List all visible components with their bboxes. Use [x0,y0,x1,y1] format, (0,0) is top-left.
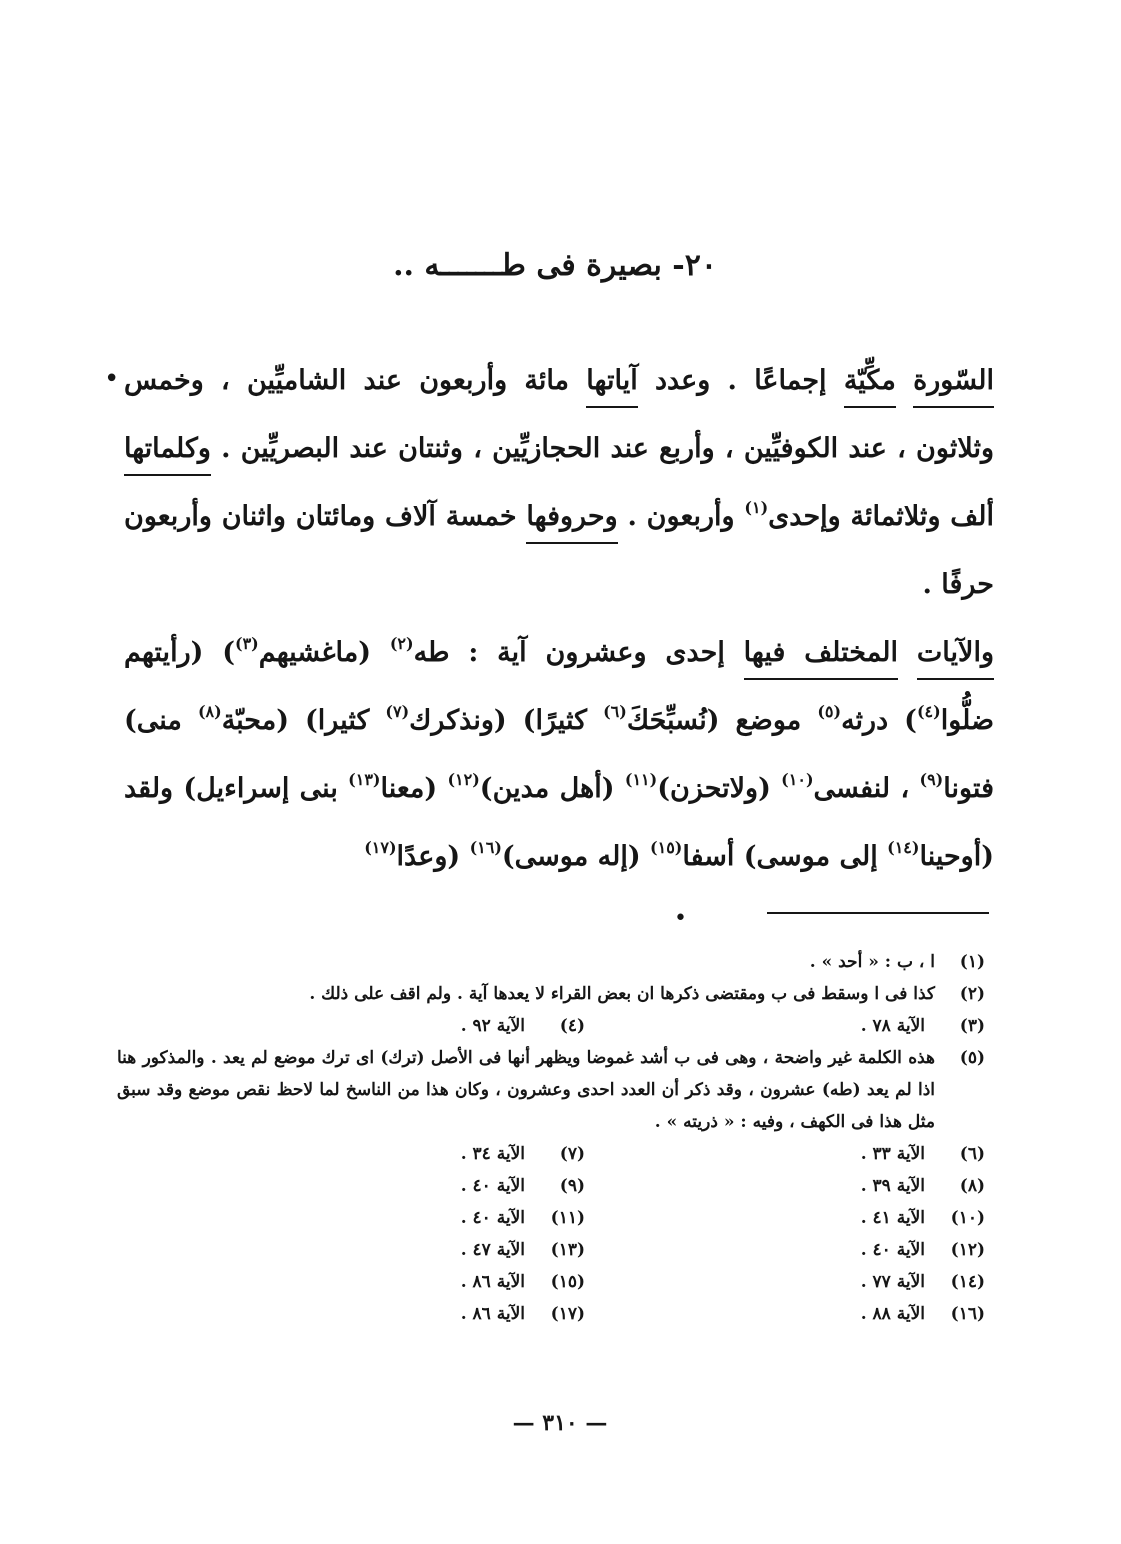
footnote-number: (٨) [959,1176,985,1196]
footnote-ref: (١٤) [887,838,920,857]
footnote-ref: (٣) [235,634,259,653]
footnote-ref: (٨) [197,702,222,721]
footnote-3 [585,1010,985,1042]
underlined-term: والآيات [917,637,994,680]
footnote-5 [117,1042,985,1138]
footnote-1 [117,946,985,978]
text-run: ) درثه [841,705,917,736]
text-run: بنى إسراءيل) ولقد (أوحينا [124,773,994,872]
text-run: ألف وثلاثمائة وإحدى [768,501,994,532]
footnote-text: كذا فى ا وسقط فى ب ومقتضى ذكرها ان بعض القراء لا يعدها آية . ولم اقف على ذلك . [309,984,935,1004]
text-run: ) (رأيتهم ضلُّوا [124,637,995,736]
footnote-text: الآية ٨٦ . [460,1272,525,1292]
paragraph-1 [124,347,994,619]
footnote-15 [185,1266,585,1298]
text-run: وأربعون . [627,501,735,532]
footnote-pair-12-13 [117,1234,985,1266]
footnote-11 [185,1202,585,1234]
underlined-term: وحروفها [526,501,617,544]
footnote-16 [585,1298,985,1330]
underlined-term: مكِّيّة [844,365,896,408]
footnote-text: الآية ٣٣ . [860,1144,925,1164]
footnote-text: الآية ٧٧ . [860,1272,925,1292]
footnote-number: (٥) [959,1048,985,1068]
footnote-13 [185,1234,585,1266]
footnote-ref: (١٧) [364,838,397,857]
text-run: إجماعًا . وعدد [654,365,827,396]
footnote-number: (٢) [959,984,985,1004]
footnote-rule [767,912,989,914]
text-run: كثيرا) (محبّة [221,705,370,736]
footnote-2 [117,978,985,1010]
footnote-ref: (٦) [603,702,627,721]
footnote-number: (١٦) [950,1304,985,1324]
text-run: (وعدًا [396,841,461,872]
margin-dot: • [104,364,120,394]
text-run: إحدى وعشرون آية : طه [413,637,725,668]
footnote-ref: (١) [744,498,769,517]
page-number: — ٣١٠ — [512,1410,608,1436]
footnote-ref: (١٣) [348,770,381,789]
footnote-pair-3-4 [117,1010,985,1042]
footnote-12 [585,1234,985,1266]
text-run: منى) فتونا [124,705,994,804]
footnote-9 [185,1170,585,1202]
footnote-number: (٣) [959,1016,985,1036]
footnote-text: هذه الكلمة غير واضحة ، وهى فى ب أشد غموضا ويظهر أنها فى الأصل (ترك) اى ترك موضع لم يعد . والمذكور هنا اذا لم يعد (طه) عشرون ، وقد ذكر أن العدد احدى وعشرون ، وكان هذا من الناسخ لما لاحظ نقص موضع وقد سبق مثل هذا فى الكهف ، وفيه : « ذريته » . [117,1048,935,1132]
footnote-number: (١٢) [950,1240,985,1260]
underlined-term: المختلف فيها [744,637,898,680]
footnote-number: (٧) [559,1144,585,1164]
footnote-ref: (١٠) [781,770,814,789]
footnote-ref: (٧) [385,702,410,721]
footnote-17 [185,1298,585,1330]
footnote-ref: (٤) [916,702,941,721]
footnote-ref: (١٦) [469,838,502,857]
text-run: (إله موسى) [501,841,641,872]
text-run: (أهل مدين) [479,773,615,804]
text-run: (ولاتحزن) [657,773,771,804]
footnote-4 [185,1010,585,1042]
footnote-text: الآية ٨٦ . [460,1304,525,1324]
footnotes [117,946,985,1330]
footnote-14 [585,1266,985,1298]
footnote-number: (١٧) [550,1304,585,1324]
footnote-pair-16-17 [117,1298,985,1330]
footnote-pair-6-7 [117,1138,985,1170]
text-run: (ماغشيهم [258,637,371,668]
footnote-number: (٩) [559,1176,585,1196]
footnote-ref: (١١) [624,770,658,789]
page-title: ٢٠- بصيرة فى طـــــــه .. [393,248,717,283]
underlined-term: السّورة [913,365,994,408]
footnote-text: الآية ٤٠ . [460,1208,525,1228]
footnote-pair-14-15 [117,1266,985,1298]
footnote-text: الآية ٨٨ . [860,1304,925,1324]
footnote-6 [585,1138,985,1170]
text-run: (معنا [380,773,438,804]
footnote-number: (١١) [550,1208,585,1228]
footnote-text: الآية ٣٤ . [460,1144,525,1164]
footnote-text: الآية ٧٨ . [860,1016,925,1036]
footnote-number: (١٠) [950,1208,985,1228]
footnote-number: (٤) [559,1016,585,1036]
footnote-pair-10-11 [117,1202,985,1234]
text-run: مائة وأربعون عند الشاميِّين ، وخمس وثلاثون ، عند الكوفيِّين ، وأربع عند الحجازيِّين ، وثنتان عند البصريِّين . [124,365,994,464]
footnote-number: (١٤) [950,1272,985,1292]
footnote-number: (١) [959,952,985,972]
footnote-ref: (٥) [817,702,842,721]
footnote-ref: (٩) [919,770,944,789]
footnote-text: الآية ٤٧ . [460,1240,525,1260]
separator-dot: • [674,906,687,931]
text-run: خمسة آلاف ومائتان واثنان وأربعون حرفًا . [124,501,994,600]
footnote-text: الآية ٤٠ . [460,1176,525,1196]
text-run: كثيرًا) (ونذكرك [409,705,588,736]
footnote-text: الآية ٤١ . [860,1208,925,1228]
underlined-term: آياتها [586,365,637,408]
paragraph-2 [124,619,994,891]
footnote-text: الآية ٩٢ . [460,1016,525,1036]
text-run: موضع (نُسبِّحَكَ [626,705,802,736]
underlined-term: وكلماتها [124,433,211,476]
footnote-number: (٦) [959,1144,985,1164]
text-run: ، لنفسى [813,773,910,804]
footnote-10 [585,1202,985,1234]
footnote-text: الآية ٤٠ . [860,1240,925,1260]
footnote-ref: (١٥) [650,838,683,857]
footnote-number: (١٥) [550,1272,585,1292]
footnote-pair-8-9 [117,1170,985,1202]
text-run: إلى موسى) أسفا [682,841,878,872]
footnote-ref: (١٢) [447,770,480,789]
footnote-ref: (٢) [389,634,414,653]
footnote-number: (١٣) [550,1240,585,1260]
main-text [124,347,994,891]
footnote-text: ا ، ب : « أحد » . [809,952,935,972]
footnote-text: الآية ٣٩ . [860,1176,925,1196]
footnote-8 [585,1170,985,1202]
footnote-7 [185,1138,585,1170]
